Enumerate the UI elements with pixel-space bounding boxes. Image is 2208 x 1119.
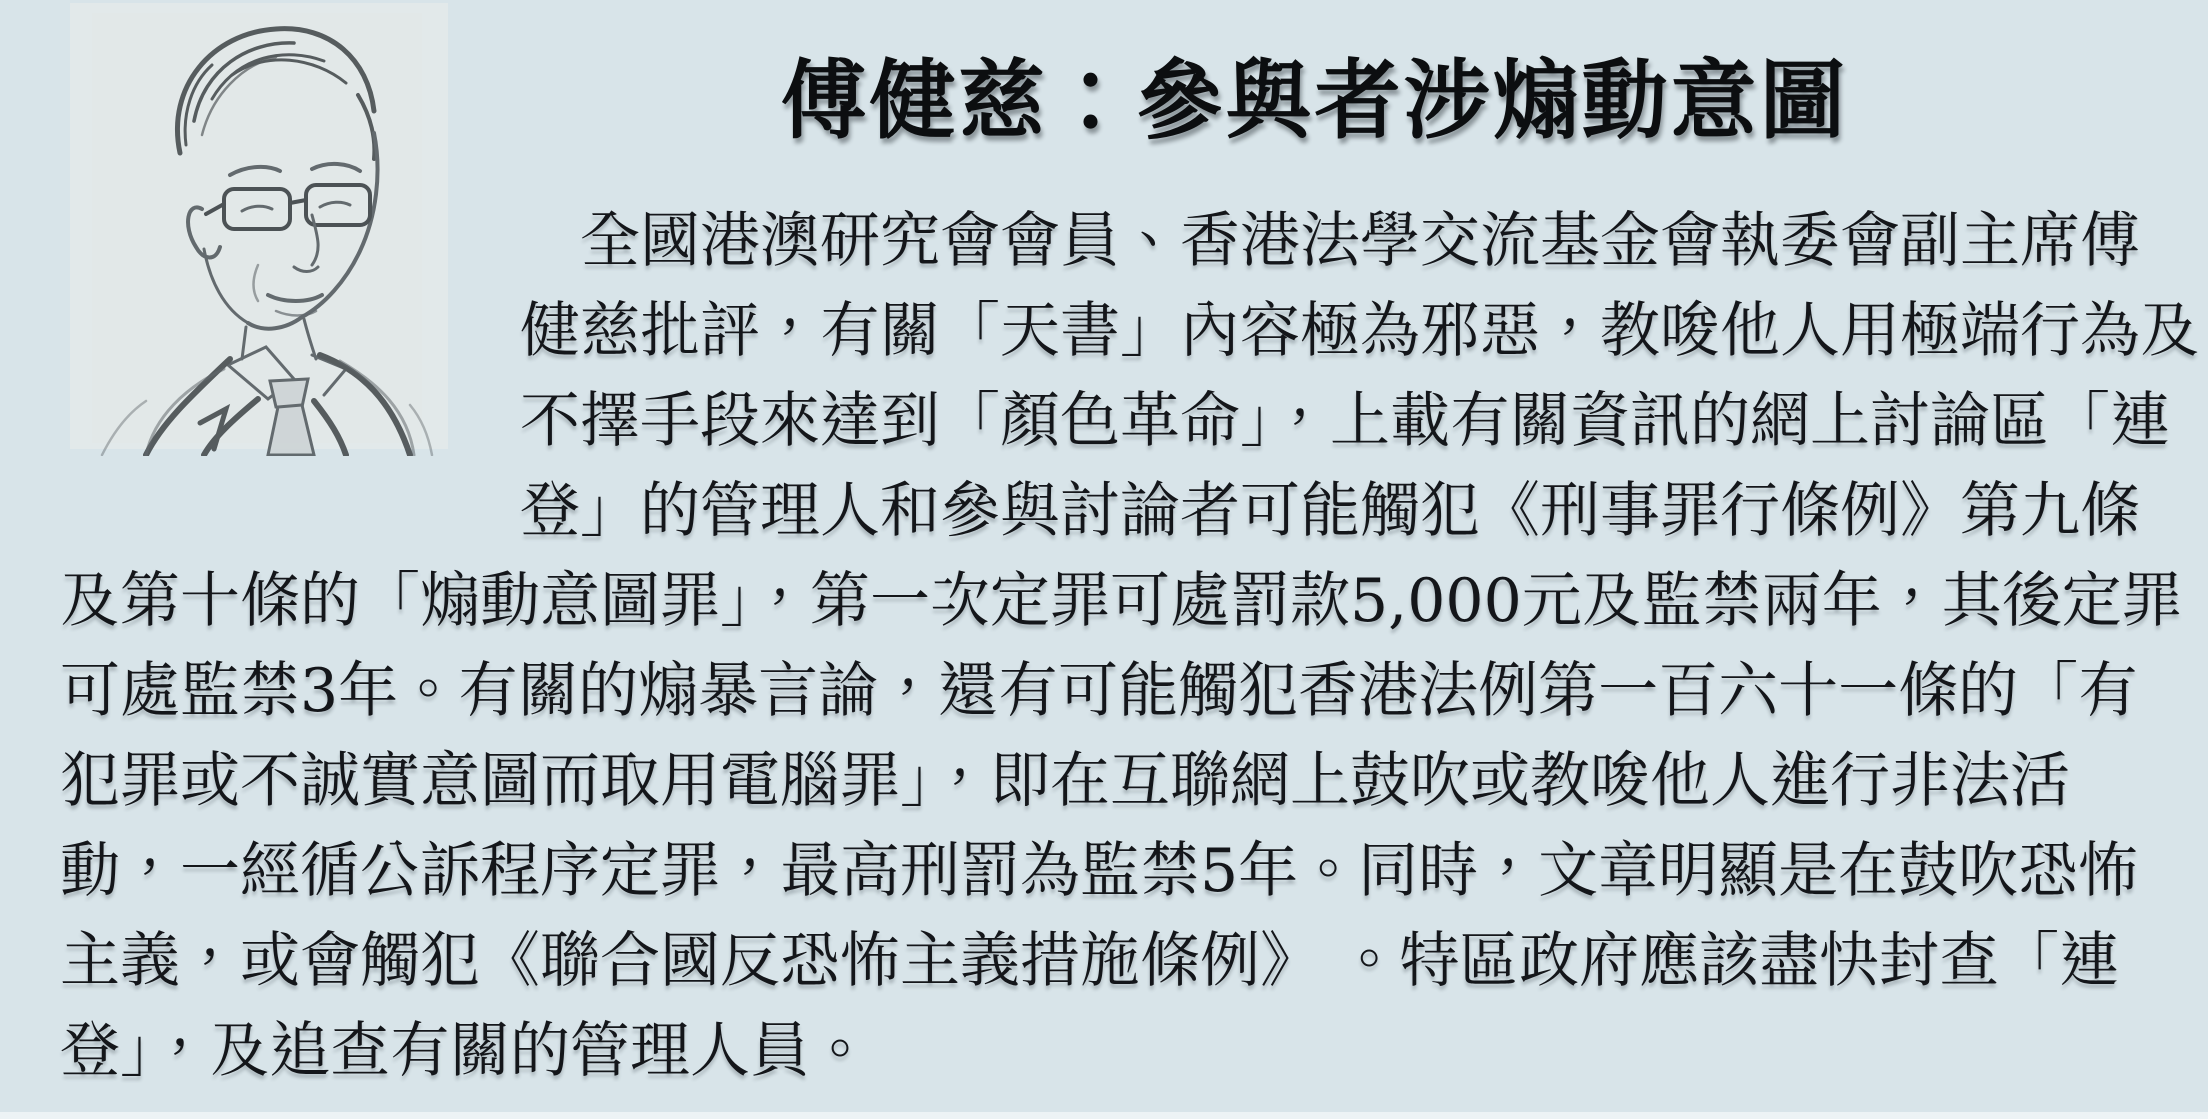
portrait-sketch-svg [62,2,460,456]
body-line: 可處監禁3年。有關的煽暴言論，還有可能觸犯香港法例第一百六十一條的「有 [60,656,2139,726]
clipping-bottom-edge [0,1112,2208,1119]
body-line: 及第十條的「煽動意圖罪」，第一次定罪可處罰款5,000元及監禁兩年，其後定罪 [60,566,2182,636]
body-line: 不擇手段來達到「顏色革命」，上載有關資訊的網上討論區「連 [520,386,2170,456]
body-line: 全國港澳研究會會員、香港法學交流基金會執委會副主席傅 [580,206,2140,276]
body-line: 動，一經循公訴程序定罪，最高刑罰為監禁5年。同時，文章明顯是在鼓吹恐怖 [60,836,2139,906]
portrait-sketch-icon [62,2,460,456]
body-line: 主義，或會觸犯《聯合國反恐怖主義措施條例》 。特區政府應該盡快封查「連 [60,926,2120,996]
body-line: 登」，及追查有關的管理人員。 [60,1016,870,1086]
article-headline: 傅健慈：參與者涉煽動意圖 [780,51,1849,151]
body-line: 健慈批評，有關「天書」內容極為邪惡，教唆他人用極端行為及 [520,296,2200,366]
body-line: 登」的管理人和參與討論者可能觸犯《刑事罪行條例》第九條 [520,476,2140,546]
body-line: 犯罪或不誠實意圖而取用電腦罪」，即在互聯網上鼓吹或教唆他人進行非法活 [60,746,2070,816]
